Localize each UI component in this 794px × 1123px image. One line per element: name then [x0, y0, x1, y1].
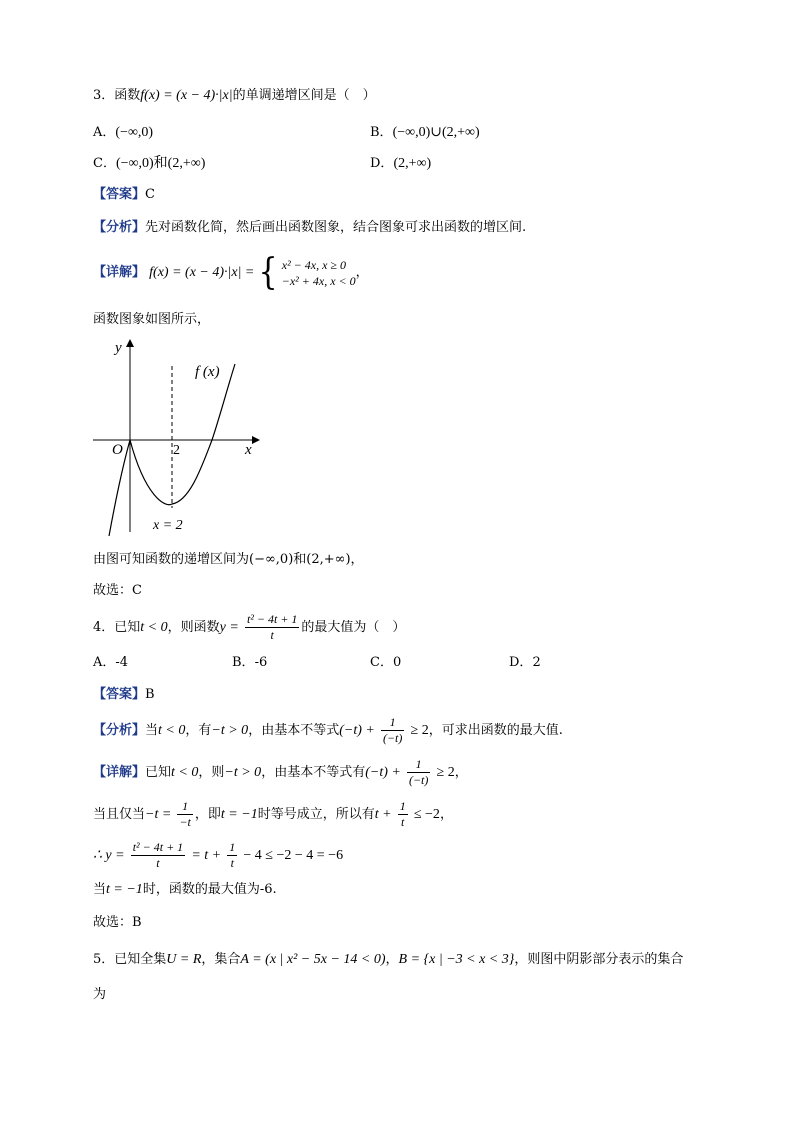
q4-option-c [370, 653, 401, 673]
q3-option-d-value: (2,+∞) [393, 156, 432, 171]
q4-option-a [93, 653, 128, 673]
q4-d2-g: ≤ −2 [413, 807, 440, 822]
q3-conclusion [93, 550, 364, 570]
q3-option-a [93, 123, 153, 143]
q4-analysis-g: ≥ 2 [410, 723, 429, 738]
q4-analysis [93, 713, 563, 749]
q4-d2-c: ，即 [194, 807, 221, 822]
q5-stem-prefix: 5．已知全集 [93, 952, 167, 967]
q3-option-b-label: B． [370, 125, 393, 140]
q4-d4-b: t = −1 [106, 882, 143, 897]
q4-analysis-tag: 【分析】 [93, 723, 146, 738]
q3-option-d [370, 154, 431, 174]
q4-stem-prefix: 4．已知 [93, 620, 141, 635]
q4-d1-den: (−t) [408, 773, 429, 787]
q4-choose: 故选：B [93, 915, 142, 930]
q4-answer-tag: 【答案】 [93, 687, 146, 702]
q4-d3-c: − 4 ≤ −2 − 4 = −6 [243, 848, 344, 863]
q4-d2-h: ， [439, 807, 453, 822]
q4-d3-den: t [156, 856, 160, 870]
q4-option-c-value: 0 [392, 655, 402, 670]
q4-stem [93, 610, 405, 646]
q4-stem-mid: ，则函数 [167, 620, 220, 635]
q4-d2-f: t + [374, 807, 392, 822]
q4-d2-fraction [177, 799, 192, 830]
q5-stem-line2: 为 [93, 987, 107, 1002]
q3-case-brace: { [258, 250, 278, 293]
q4-analysis-h: ，可求出函数的最大值. [428, 723, 563, 738]
q4-d1-num: 1 [407, 757, 430, 773]
q3-option-a-value: (−∞,0) [115, 125, 154, 140]
q3-option-c [93, 154, 205, 174]
q3-detail-end: ， [355, 265, 369, 280]
q3-option-a-label: A． [93, 125, 116, 140]
q4-fn-lhs: y = [219, 620, 239, 635]
q4-option-d-label: D． [509, 655, 533, 670]
q4-d4-a: 当 [93, 882, 107, 897]
q3-graph-intro: 函数图象如图所示， [93, 312, 211, 327]
q3-stem [93, 86, 376, 106]
q3-option-c-value: (−∞,0)和(2,+∞) [115, 156, 206, 171]
q4-detail-tag: 【详解】 [93, 765, 146, 780]
q4-detail-line1 [93, 755, 468, 791]
q4-d3-b: = t + [191, 848, 222, 863]
q4-d2-e: 时等号成立，所以有 [257, 807, 375, 822]
q4-d3-fraction [131, 840, 185, 871]
q3-analysis-text: 先对函数化简，然后画出函数图象，结合图象可求出函数的增区间. [145, 220, 527, 235]
q3-stem-suffix: 的单调递增区间是（ ） [232, 88, 376, 103]
x-axis-label: x [245, 442, 252, 458]
q4-d4-c: 时，函数的最大值为-6. [142, 882, 277, 897]
q4-analysis-f: (−t) + [339, 723, 375, 738]
q4-d1-fraction [407, 757, 430, 788]
q5-stem-suffix: ，则图中阴影部分表示的集合 [514, 952, 684, 967]
q4-d1-h: ， [454, 765, 468, 780]
q3-analysis [93, 218, 526, 238]
q4-d2-fraction-2 [398, 799, 408, 830]
q3-answer [93, 185, 155, 205]
q4-option-a-value: -4 [115, 655, 129, 670]
q4-detail-line4 [93, 880, 277, 900]
q4-analysis-d: −t > 0 [211, 723, 249, 738]
q3-cases [282, 257, 356, 289]
q4-option-b [232, 653, 267, 673]
tick-label-2: 2 [173, 443, 180, 458]
q4-answer-value: B [145, 687, 155, 702]
q4-d3-fraction-2 [227, 840, 237, 871]
q3-stem-math: f(x) = (x − 4)·|x| [140, 88, 233, 103]
q4-d1-c: ，则 [198, 765, 225, 780]
q4-d3-den2: t [230, 856, 234, 870]
q4-d1-b: t < 0 [171, 765, 199, 780]
q4-d2-d: t = −1 [220, 807, 258, 822]
q3-choose: 故选：C [93, 583, 142, 598]
q3-option-d-label: D． [370, 156, 394, 171]
q5-set-b: B = {x | −3 < x < 3} [398, 952, 515, 967]
q3-option-b [370, 123, 480, 143]
q4-fn-num: t² − 4t + 1 [246, 612, 298, 626]
q4-d1-d: −t > 0 [224, 765, 262, 780]
q4-d3-num: t² − 4t + 1 [132, 840, 184, 854]
q4-d2-num2: 1 [399, 799, 406, 813]
q3-option-b-value: (−∞,0)∪(2,+∞) [392, 125, 480, 140]
q3-conclusion-text: 由图可知函数的递增区间为(−∞,0)和(2,+∞)， [93, 552, 364, 567]
q3-detail-math: f(x) = (x − 4)·|x| = [149, 265, 255, 280]
asymptote-label: x = 2 [153, 518, 183, 533]
q3-option-c-label: C． [93, 156, 116, 171]
q4-cond: t < 0 [140, 620, 168, 635]
q4-analysis-fraction [381, 715, 404, 746]
q4-d2-den2: t [401, 815, 405, 829]
q4-option-b-value: -6 [254, 655, 268, 670]
curve-label: f (x) [195, 364, 220, 380]
function-graph [90, 336, 270, 536]
q3-analysis-tag: 【分析】 [93, 220, 146, 235]
q3-case-2: −x² + 4x, x < 0 [281, 273, 356, 288]
q4-analysis-e: ，由基本不等式 [248, 723, 340, 738]
q4-detail-line2 [93, 797, 453, 833]
q3-stem-prefix: 3．函数 [93, 88, 141, 103]
q4-d2-b: −t = [145, 807, 172, 822]
q4-option-a-label: A． [93, 655, 116, 670]
q4-d1-f: (−t) + [365, 765, 401, 780]
q3-answer-value: C [145, 187, 155, 202]
y-axis-label: y [115, 340, 122, 356]
q4-d1-g: ≥ 2 [436, 765, 455, 780]
q5-stem [93, 950, 683, 970]
curve-right-branch [130, 364, 235, 505]
q5-universe: U = R [166, 952, 202, 967]
q4-analysis-num: 1 [381, 715, 404, 731]
q4-analysis-c: ，有 [185, 723, 212, 738]
q5-set-a: A = (x | x² − 5x − 14 < 0) [240, 952, 386, 967]
q4-d2-den: −t [179, 815, 191, 829]
q3-answer-tag: 【答案】 [93, 187, 146, 202]
q4-detail-line3 [93, 838, 343, 874]
q3-detail-tag: 【详解】 [93, 265, 146, 280]
q5-stem-mid: ，集合 [201, 952, 241, 967]
q3-detail [93, 250, 369, 293]
q4-d3-a: ∴ y = [93, 848, 125, 863]
q4-analysis-a: 当 [145, 723, 159, 738]
q4-d3-num2: 1 [229, 840, 236, 854]
q4-fn-den: t [270, 628, 274, 642]
q4-option-c-label: C． [370, 655, 393, 670]
q3-case-1: x² − 4x, x ≥ 0 [281, 257, 347, 272]
q4-option-d-value: 2 [532, 655, 541, 670]
q4-option-d [509, 653, 541, 673]
origin-label: O [112, 442, 123, 458]
q4-fn-fraction [245, 612, 299, 643]
q4-answer [93, 685, 155, 705]
q4-d2-a: 当且仅当 [93, 807, 146, 822]
q4-d1-a: 已知 [145, 765, 172, 780]
q4-d1-e: ，由基本不等式有 [261, 765, 366, 780]
q5-comma: ， [385, 952, 399, 967]
q4-d2-num: 1 [177, 799, 192, 815]
q4-option-b-label: B． [232, 655, 255, 670]
q4-analysis-b: t < 0 [158, 723, 186, 738]
q4-analysis-den: (−t) [382, 731, 403, 745]
q4-stem-suffix: 的最大值为（ ） [301, 620, 406, 635]
